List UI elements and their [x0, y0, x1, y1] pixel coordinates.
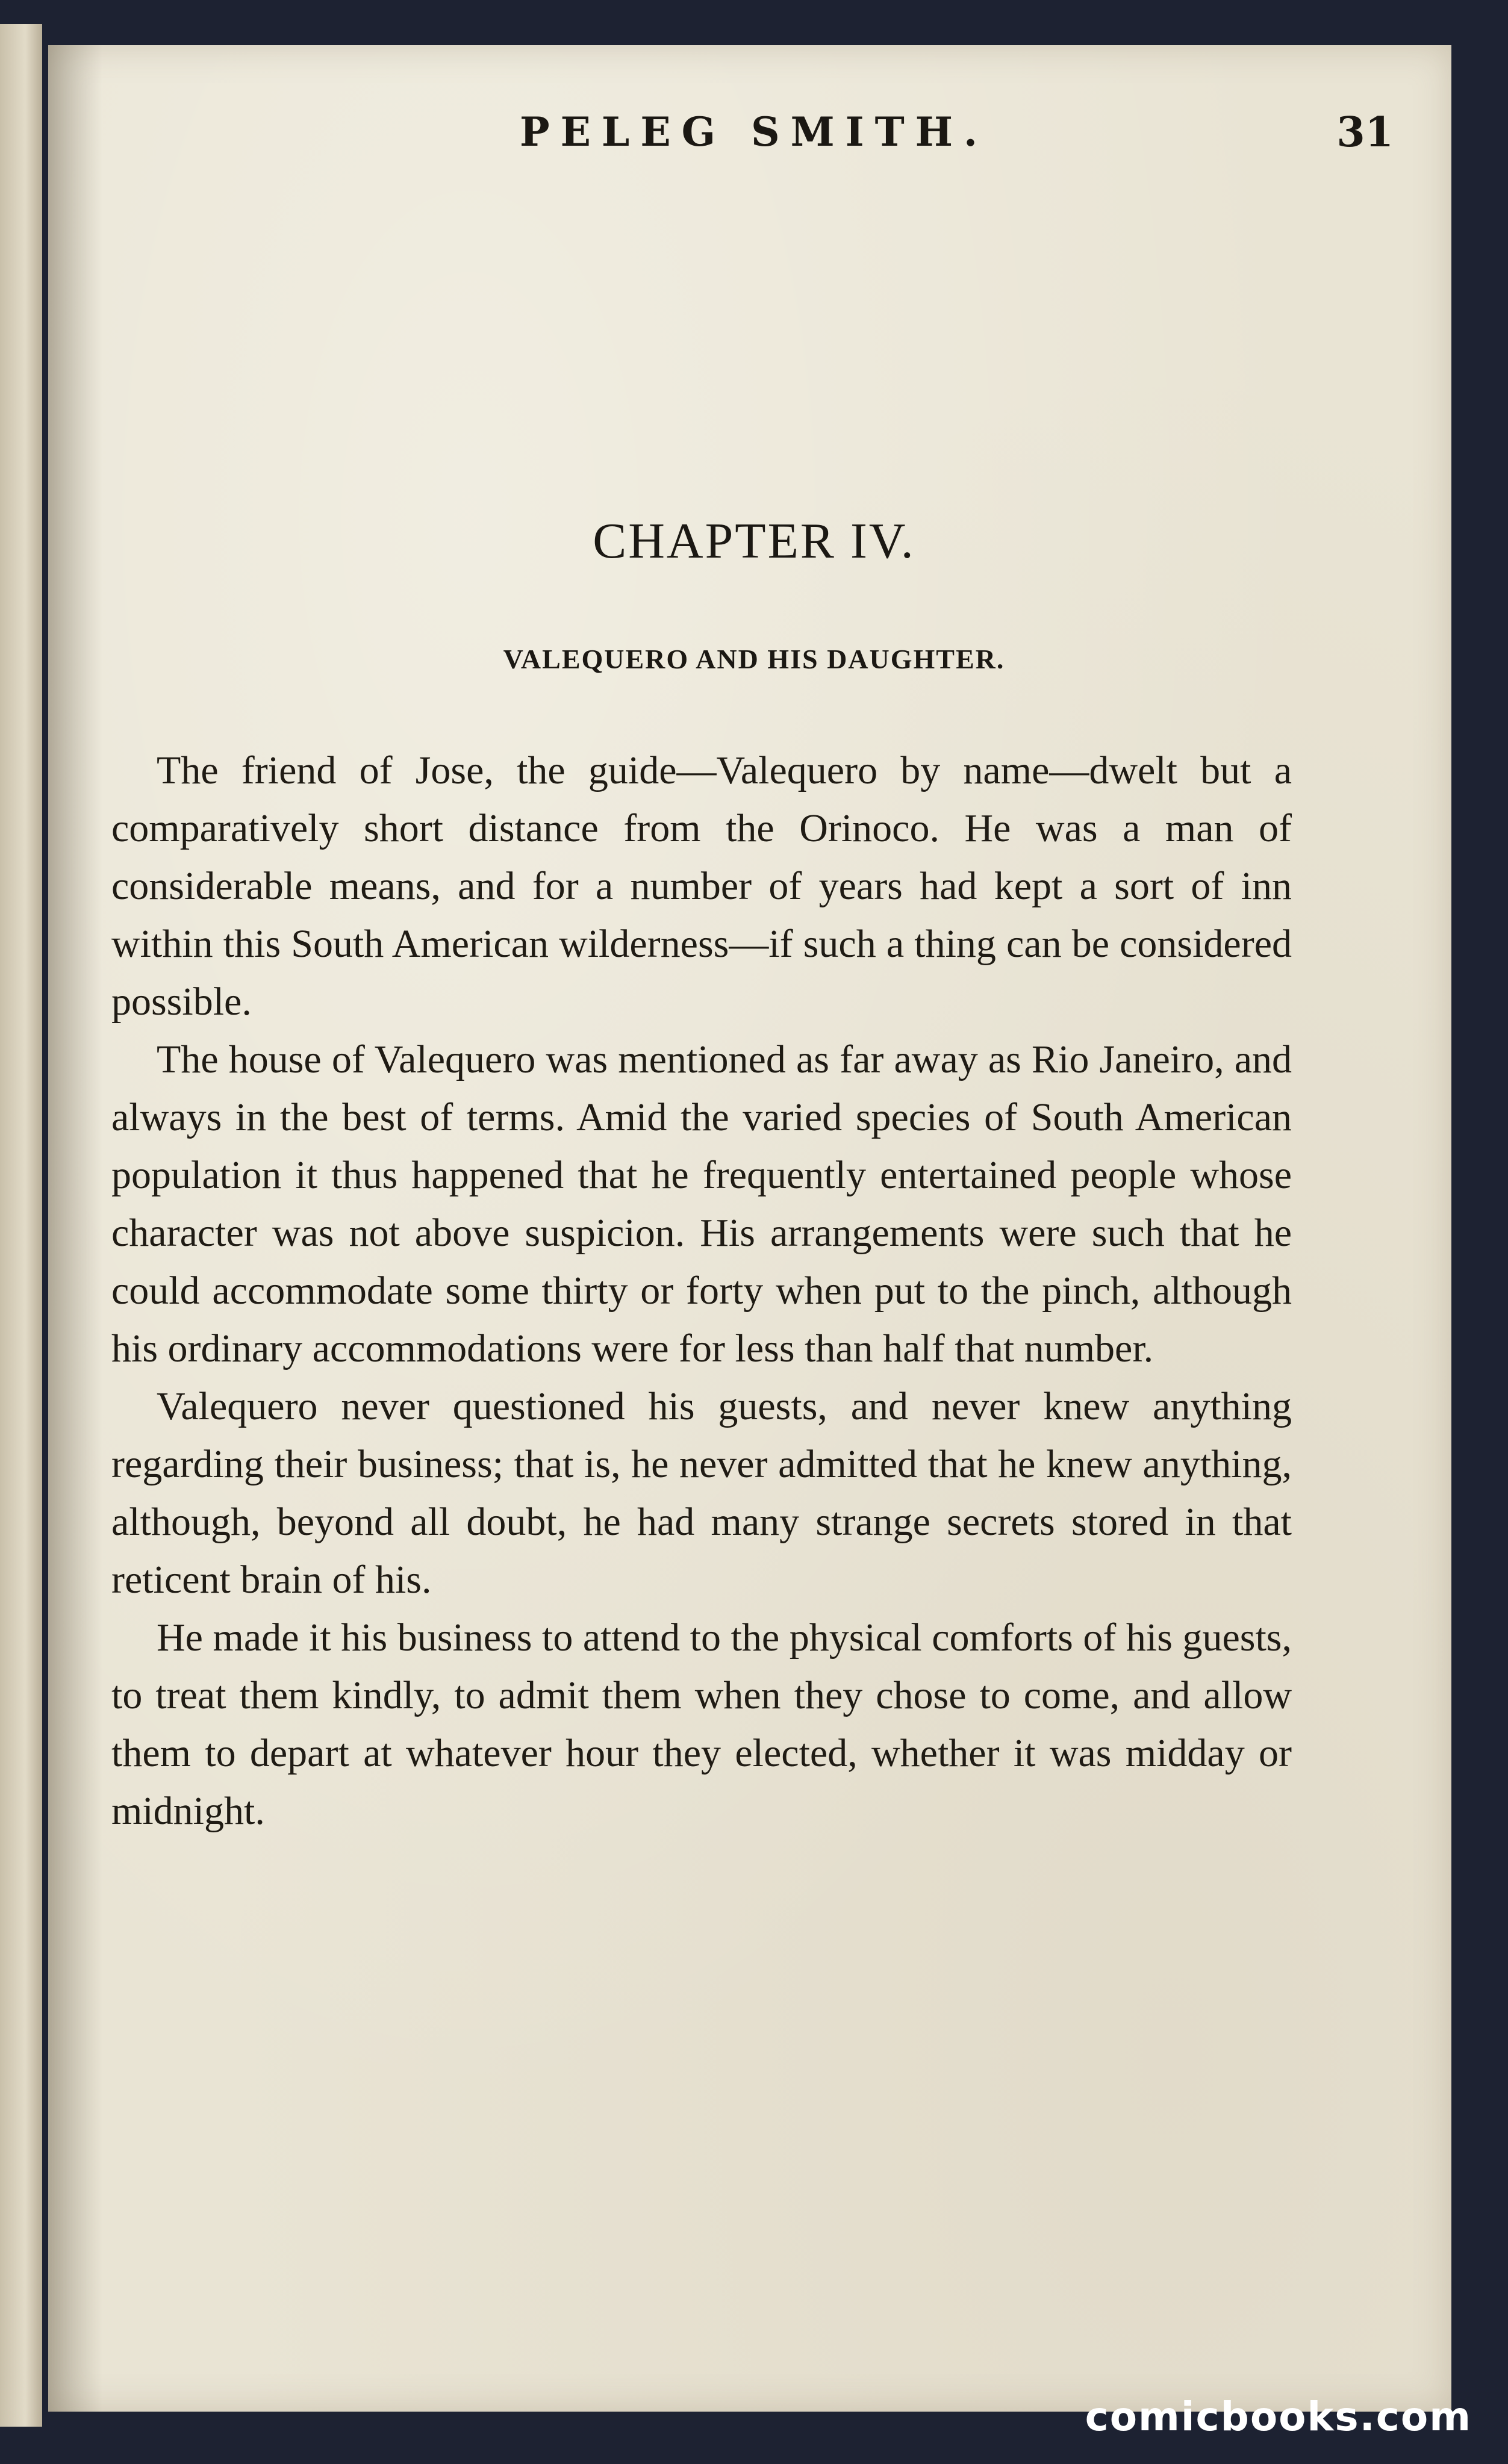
site-watermark: comicbooks.com: [1085, 2394, 1472, 2440]
paragraph: The house of Valequero was mentioned as far away as Rio Janeiro, and always in the best of terms. Amid the varied species of South American population it thus happened that he frequently entertained people whose character was not above suspicion. His arrangements were such that he could accommodate some thirty or forty when put to the pinch, although his ordinary accommodations were for less than half that number.: [111, 1038, 1292, 1370]
chapter-title: CHAPTER IV.: [593, 513, 915, 569]
running-title: PELEG SMITH.: [519, 108, 989, 155]
page-number: 31: [1336, 108, 1394, 157]
paragraph: The friend of Jose, the guide—Valequero by name—dwelt but a comparatively short distance from the Orinoco. He was a man of considerable means, and for a number of years had kept a sort of inn within this South American wilderness—if such a thing can be considered possible.: [111, 748, 1292, 1024]
paragraph: Valequero never questioned his guests, and never knew anything regarding their business; that is, he never admitted that he knew anything, although, beyond all doubt, he had many strange secrets stored in that reticent brain of his.: [111, 1384, 1292, 1602]
paragraph: He made it his business to attend to the physical comforts of his guests, to treat them kindly, to admit them when they chose to come, and allow them to depart at whatever hour they elected, whether it was midday or midnight.: [111, 1616, 1292, 1833]
facing-page-edge: [0, 24, 42, 2427]
spine-shadow: [48, 45, 102, 2412]
chapter-subtitle: VALEQUERO AND HIS DAUGHTER.: [503, 644, 1005, 674]
running-head: [120, 108, 1394, 181]
body-text: [111, 742, 1292, 1840]
